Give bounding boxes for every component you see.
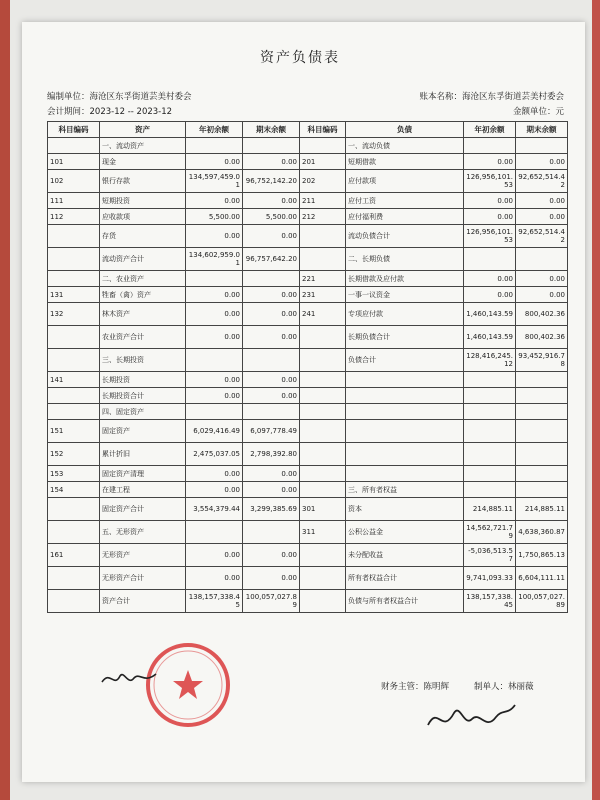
table-row [48, 326, 568, 349]
table-cell: 牲畜（禽）资产 [100, 287, 186, 303]
table-cell [300, 326, 346, 349]
table-cell: 0.00 [516, 209, 568, 225]
table-row [48, 138, 568, 154]
table-cell [464, 138, 516, 154]
table-row [48, 372, 568, 388]
table-cell: 201 [300, 154, 346, 170]
col-liab-code: 科目编码 [300, 122, 346, 138]
table-cell [516, 482, 568, 498]
table-cell [48, 567, 100, 590]
table-row [48, 482, 568, 498]
table-cell: 0.00 [516, 271, 568, 287]
table-cell: 0.00 [186, 225, 243, 248]
table-cell [300, 420, 346, 443]
balance-sheet-table [47, 121, 568, 613]
table-cell: 161 [48, 544, 100, 567]
table-cell [464, 388, 516, 404]
table-cell: 0.00 [516, 154, 568, 170]
table-cell: 0.00 [516, 287, 568, 303]
table-cell [300, 466, 346, 482]
table-cell: 林木资产 [100, 303, 186, 326]
table-cell: 0.00 [243, 567, 300, 590]
table-cell: 5,500.00 [186, 209, 243, 225]
table-cell: 9,741,093.33 [464, 567, 516, 590]
table-header-row [48, 122, 568, 138]
table-cell [48, 248, 100, 271]
table-cell: 五、无形资产 [100, 521, 186, 544]
table-cell [464, 482, 516, 498]
table-cell: 311 [300, 521, 346, 544]
col-liab-end: 期末余额 [516, 122, 568, 138]
table-cell: 0.00 [186, 372, 243, 388]
right-wall-edge [592, 0, 600, 800]
table-cell: 301 [300, 498, 346, 521]
table-cell [243, 349, 300, 372]
table-cell: 资本 [346, 498, 464, 521]
col-asset-begin: 年初余额 [186, 122, 243, 138]
table-cell: 0.00 [243, 372, 300, 388]
table-cell: 96,757,642.20 [243, 248, 300, 271]
table-cell [186, 349, 243, 372]
table-cell: 131 [48, 287, 100, 303]
table-cell [186, 521, 243, 544]
table-cell: 241 [300, 303, 346, 326]
table-cell [48, 498, 100, 521]
table-cell [48, 349, 100, 372]
table-row [48, 248, 568, 271]
table-cell [300, 567, 346, 590]
table-cell: 214,885.11 [464, 498, 516, 521]
table-cell: 3,554,379.44 [186, 498, 243, 521]
table-cell: 一、流动资产 [100, 138, 186, 154]
table-cell [243, 404, 300, 420]
table-cell: 0.00 [186, 303, 243, 326]
table-cell [516, 443, 568, 466]
table-cell: 二、农业资产 [100, 271, 186, 287]
table-cell [464, 404, 516, 420]
table-cell [516, 420, 568, 443]
table-cell: 存货 [100, 225, 186, 248]
table-cell [48, 138, 100, 154]
table-cell: 0.00 [243, 154, 300, 170]
table-cell [516, 248, 568, 271]
table-cell [300, 138, 346, 154]
table-cell: 0.00 [186, 567, 243, 590]
table-row [48, 287, 568, 303]
col-liab-begin: 年初余额 [464, 122, 516, 138]
table-cell: 6,029,416.49 [186, 420, 243, 443]
table-cell [300, 544, 346, 567]
table-cell: 128,416,245.12 [464, 349, 516, 372]
table-cell: 长期投资 [100, 372, 186, 388]
table-cell: 14,562,721.79 [464, 521, 516, 544]
table-cell: 0.00 [243, 482, 300, 498]
table-cell: 无形资产 [100, 544, 186, 567]
table-cell [48, 404, 100, 420]
table-cell: 212 [300, 209, 346, 225]
table-cell: 92,652,514.42 [516, 170, 568, 193]
table-cell: 0.00 [186, 154, 243, 170]
table-cell: 0.00 [186, 466, 243, 482]
table-cell: 0.00 [464, 271, 516, 287]
table-cell [300, 590, 346, 613]
table-cell: 2,798,392.80 [243, 443, 300, 466]
table-cell [516, 372, 568, 388]
finance-supervisor: 财务主管：陈明辉 [381, 682, 450, 692]
col-asset: 资产 [100, 122, 186, 138]
table-cell: 152 [48, 443, 100, 466]
table-row [48, 193, 568, 209]
table-cell: 96,752,142.20 [243, 170, 300, 193]
table-cell: 0.00 [464, 193, 516, 209]
table-cell: 0.00 [186, 482, 243, 498]
table-cell: 154 [48, 482, 100, 498]
table-cell: 应收款项 [100, 209, 186, 225]
table-cell: 固定资产清理 [100, 466, 186, 482]
table-cell: 固定资产 [100, 420, 186, 443]
table-cell: 132 [48, 303, 100, 326]
table-cell [300, 482, 346, 498]
table-row [48, 303, 568, 326]
table-cell [186, 138, 243, 154]
table-cell [346, 404, 464, 420]
table-cell: 0.00 [243, 544, 300, 567]
table-cell [186, 271, 243, 287]
table-cell: 111 [48, 193, 100, 209]
table-cell [346, 466, 464, 482]
table-cell: 长期投资合计 [100, 388, 186, 404]
table-cell: 112 [48, 209, 100, 225]
table-cell: 0.00 [243, 225, 300, 248]
col-liability: 负债 [346, 122, 464, 138]
ledger-name: 账本名称：海沧区东孚街道芸美村委会 [419, 92, 564, 102]
table-cell [300, 404, 346, 420]
table-cell: 流动负债合计 [346, 225, 464, 248]
table-cell: 应付福利费 [346, 209, 464, 225]
table-cell: 0.00 [186, 388, 243, 404]
compiling-unit: 编制单位：海沧区东孚街道芸美村委会 [47, 92, 192, 102]
table-cell: 6,097,778.49 [243, 420, 300, 443]
table-row [48, 544, 568, 567]
table-cell: 1,750,865.13 [516, 544, 568, 567]
table-cell: 公积公益金 [346, 521, 464, 544]
table-cell: 应付款项 [346, 170, 464, 193]
table-cell: 153 [48, 466, 100, 482]
table-cell [516, 404, 568, 420]
table-cell: 短期投资 [100, 193, 186, 209]
table-cell: 0.00 [464, 209, 516, 225]
table-cell: 3,299,385.69 [243, 498, 300, 521]
table-cell: 93,452,916.78 [516, 349, 568, 372]
table-cell: 三、长期投资 [100, 349, 186, 372]
table-cell: 151 [48, 420, 100, 443]
table-cell: 1,460,143.59 [464, 326, 516, 349]
table-cell: 三、所有者权益 [346, 482, 464, 498]
table-row [48, 567, 568, 590]
table-cell: 2,475,037.05 [186, 443, 243, 466]
table-cell: 100,057,027.89 [243, 590, 300, 613]
table-cell [300, 248, 346, 271]
table-cell [300, 388, 346, 404]
table-cell: 未分配收益 [346, 544, 464, 567]
table-cell: 短期借款 [346, 154, 464, 170]
table-cell [464, 443, 516, 466]
table-body [48, 138, 568, 613]
table-cell [464, 466, 516, 482]
table-cell: 0.00 [186, 544, 243, 567]
table-row [48, 420, 568, 443]
table-cell: 134,597,459.01 [186, 170, 243, 193]
table-cell: 800,402.36 [516, 303, 568, 326]
table-cell: 6,604,111.11 [516, 567, 568, 590]
table-cell: 农业资产合计 [100, 326, 186, 349]
table-cell: 214,885.11 [516, 498, 568, 521]
table-cell [346, 372, 464, 388]
table-cell: 负债合计 [346, 349, 464, 372]
table-cell: 100,057,027.89 [516, 590, 568, 613]
table-cell: 所有者权益合计 [346, 567, 464, 590]
table-cell: 141 [48, 372, 100, 388]
table-cell: 固定资产合计 [100, 498, 186, 521]
table-cell: 4,638,360.87 [516, 521, 568, 544]
table-cell [48, 225, 100, 248]
table-cell: 0.00 [243, 287, 300, 303]
table-row [48, 404, 568, 420]
table-row [48, 498, 568, 521]
table-cell: -5,036,513.57 [464, 544, 516, 567]
table-row [48, 590, 568, 613]
table-cell: 0.00 [464, 287, 516, 303]
table-cell: 0.00 [186, 326, 243, 349]
table-cell: 0.00 [243, 193, 300, 209]
table-cell: 0.00 [516, 193, 568, 209]
table-cell: 在建工程 [100, 482, 186, 498]
table-cell: 126,956,101.53 [464, 170, 516, 193]
table-cell [48, 326, 100, 349]
table-cell [300, 443, 346, 466]
left-wall-edge [0, 0, 10, 800]
table-cell: 102 [48, 170, 100, 193]
table-cell: 资产合计 [100, 590, 186, 613]
table-cell [243, 271, 300, 287]
table-cell: 一、流动负债 [346, 138, 464, 154]
table-cell: 二、长期负债 [346, 248, 464, 271]
table-cell [243, 521, 300, 544]
table-cell [516, 138, 568, 154]
table-row [48, 170, 568, 193]
table-row [48, 209, 568, 225]
table-cell: 138,157,338.45 [186, 590, 243, 613]
table-cell: 负债与所有者权益合计 [346, 590, 464, 613]
table-cell: 92,652,514.42 [516, 225, 568, 248]
table-cell: 流动资产合计 [100, 248, 186, 271]
table-cell [464, 420, 516, 443]
table-cell: 126,956,101.53 [464, 225, 516, 248]
table-cell: 0.00 [464, 154, 516, 170]
table-cell: 0.00 [243, 326, 300, 349]
table-row [48, 225, 568, 248]
table-cell: 应付工资 [346, 193, 464, 209]
table-cell: 0.00 [186, 193, 243, 209]
table-cell: 无形资产合计 [100, 567, 186, 590]
table-cell [300, 225, 346, 248]
table-cell: 231 [300, 287, 346, 303]
table-cell: 5,500.00 [243, 209, 300, 225]
table-cell [464, 248, 516, 271]
table-cell: 长期借款及应付款 [346, 271, 464, 287]
table-cell [300, 349, 346, 372]
table-cell: 0.00 [186, 287, 243, 303]
table-cell [346, 443, 464, 466]
table-cell: 202 [300, 170, 346, 193]
table-cell: 138,157,338.45 [464, 590, 516, 613]
table-cell: 101 [48, 154, 100, 170]
handwritten-signature-right [420, 695, 520, 740]
col-asset-code: 科目编码 [48, 122, 100, 138]
table-cell [516, 466, 568, 482]
table-cell: 现金 [100, 154, 186, 170]
table-cell: 专项应付款 [346, 303, 464, 326]
table-cell [48, 388, 100, 404]
table-cell: 1,460,143.59 [464, 303, 516, 326]
document-title: 资产负债表 [260, 50, 340, 66]
table-cell: 800,402.36 [516, 326, 568, 349]
table-cell [48, 590, 100, 613]
table-cell: 银行存款 [100, 170, 186, 193]
table-row [48, 521, 568, 544]
table-cell: 0.00 [243, 466, 300, 482]
handwritten-signature-left [100, 668, 160, 690]
table-cell [48, 521, 100, 544]
table-row [48, 443, 568, 466]
table-cell: 0.00 [243, 388, 300, 404]
table-row [48, 388, 568, 404]
table-cell [346, 420, 464, 443]
accounting-period: 会计期间：2023-12 -- 2023-12 [47, 107, 173, 117]
table-row [48, 271, 568, 287]
table-cell [186, 404, 243, 420]
table-cell: 221 [300, 271, 346, 287]
table-row [48, 466, 568, 482]
table-cell [346, 388, 464, 404]
table-cell: 长期负债合计 [346, 326, 464, 349]
table-cell: 134,602,959.01 [186, 248, 243, 271]
table-cell [464, 372, 516, 388]
preparer: 制单人：林丽薇 [474, 682, 534, 692]
table-cell [300, 372, 346, 388]
table-cell: 四、固定资产 [100, 404, 186, 420]
table-cell: 累计折旧 [100, 443, 186, 466]
table-cell [516, 388, 568, 404]
table-row [48, 154, 568, 170]
currency-unit: 金额单位：元 [512, 107, 564, 117]
table-cell: 0.00 [243, 303, 300, 326]
table-cell [243, 138, 300, 154]
table-cell: 一事一议资金 [346, 287, 464, 303]
table-row [48, 349, 568, 372]
table-cell: 211 [300, 193, 346, 209]
col-asset-end: 期末余额 [243, 122, 300, 138]
table-cell [48, 271, 100, 287]
